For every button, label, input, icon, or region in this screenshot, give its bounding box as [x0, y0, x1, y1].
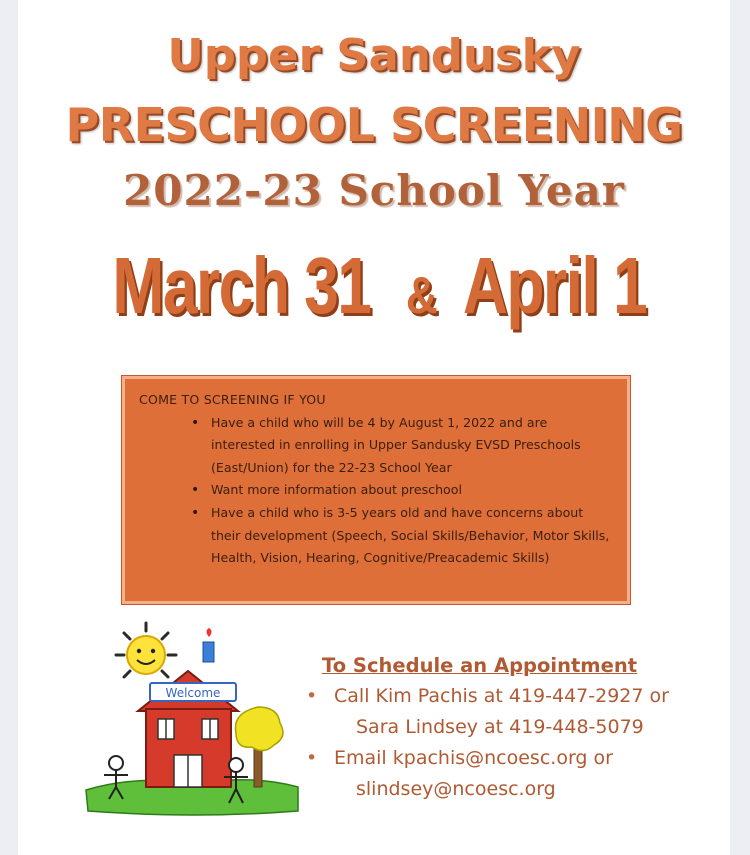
date-first: March 31 [112, 241, 371, 330]
tree-icon [235, 707, 282, 787]
criteria-heading: COME TO SCREENING IF YOU [139, 392, 326, 407]
title-school-name: Upper Sandusky [167, 30, 581, 81]
title-preschool-screening: PRESCHOOL SCREENING [65, 98, 683, 152]
email-line-continued: slindsey@ncoesc.org [356, 778, 556, 800]
email-line: • Email kpachis@ncoesc.org or [298, 743, 718, 774]
criteria-item: • Have a child who is 3-5 years old and have concerns about their development (Speech, Social Skills/Behavior, Motor Skills, Health, Vision, Hearing, Cognitive/Preacademic Skills) [211, 502, 613, 570]
sun-icon [116, 623, 176, 677]
schedule-section [298, 650, 718, 805]
title-school-year: 2022-23 School Year [123, 166, 625, 215]
screening-criteria-box [122, 376, 630, 604]
screening-dates [18, 240, 730, 332]
criteria-item: • Want more information about preschool [211, 479, 613, 502]
flyer-page [18, 0, 730, 855]
welcome-school-illustration [76, 615, 306, 825]
welcome-sign-text: Welcome [165, 686, 221, 700]
schedule-heading: To Schedule an Appointment [322, 654, 638, 677]
call-line: • Call Kim Pachis at 419-447-2927 or [298, 681, 718, 712]
date-second: April 1 [463, 241, 647, 330]
criteria-list [139, 412, 613, 570]
criteria-item: • Have a child who will be 4 by August 1, 2022 and are interested in enrolling in Upper Sandusky EVSD Preschools (East/Union) for the 22-23 School Year [211, 412, 613, 480]
date-joiner: & [405, 267, 438, 325]
call-line-continued: Sara Lindsey at 419-448-5079 [356, 716, 644, 738]
